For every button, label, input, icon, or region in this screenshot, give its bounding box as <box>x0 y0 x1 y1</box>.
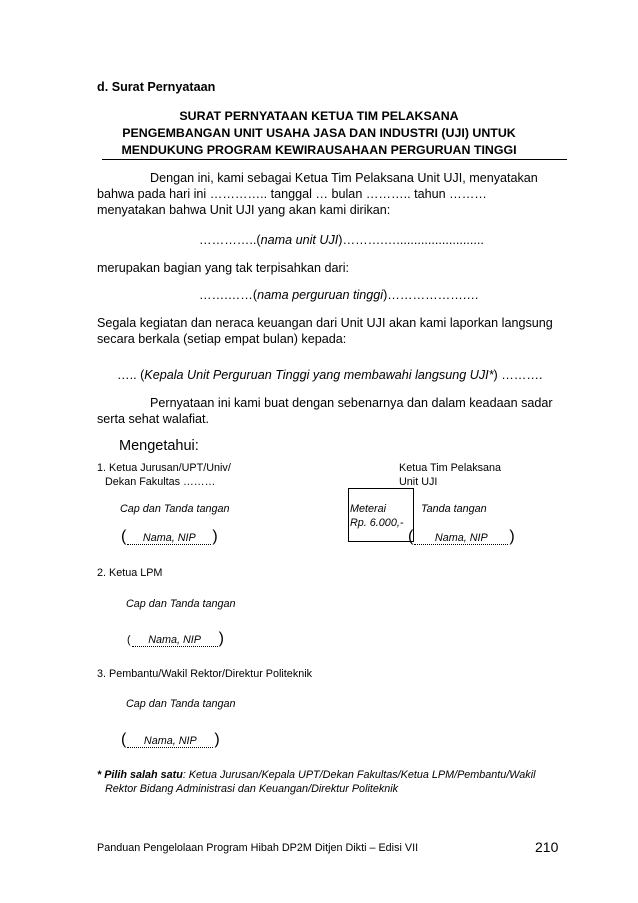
footnote-line2: Rektor Bidang Administrasi dan Keuangan/Direktur Politeknik <box>105 783 399 795</box>
signer1-title-line2: Dekan Fakultas ……… <box>105 476 216 488</box>
signer3-title: 3. Pembantu/Wakil Rektor/Direktur Politeknik <box>97 668 313 680</box>
signer2-name-field <box>127 630 224 648</box>
ketua-tim-open-paren: ( <box>408 528 414 545</box>
paragraph2: merupakan bagian yang tak terpisahkan dari: <box>97 261 350 275</box>
paragraph1-line2: bahwa pada hari ini ………….. tanggal … bulan ……….. tahun ……… <box>97 187 487 201</box>
footnote-lead: * Pilih salah satu <box>97 769 183 781</box>
unit-uji-placeholder <box>199 233 484 247</box>
ketua-tim-tanda-tangan: Tanda tangan <box>421 503 487 515</box>
title-line-1: SURAT PERNYATAAN KETUA TIM PELAKSANA <box>179 109 459 123</box>
signer2-close-paren: ) <box>218 630 224 647</box>
signer1-name: Nama, NIP <box>127 532 211 545</box>
signer3-cap: Cap dan Tanda tangan <box>126 698 236 710</box>
page-number: 210 <box>535 839 559 855</box>
head-dots-after: ) ………. <box>493 368 543 382</box>
signer3-name: Nama, NIP <box>127 735 213 748</box>
signer1-name-field <box>121 528 218 546</box>
head-dots-before: ….. ( <box>117 368 145 382</box>
title-line-3: MENDUKUNG PROGRAM KEWIRAUSAHAAN PERGURUAN TINGGI <box>121 143 517 157</box>
footer-text: Panduan Pengelolaan Program Hibah DP2M Ditjen Dikti – Edisi VII <box>97 842 419 854</box>
ketua-tim-name-field <box>408 528 515 546</box>
signer3-open-paren: ( <box>121 731 127 748</box>
meterai-amount: Rp. 6.000,- <box>350 517 404 529</box>
signer2-title: 2. Ketua LPM <box>97 567 163 579</box>
ketua-tim-line2: Unit UJI <box>399 476 438 488</box>
footnote-line1 <box>97 769 536 781</box>
ketua-tim-close-paren: ) <box>509 528 515 545</box>
unit-dots-after: )……….…......................... <box>338 233 484 247</box>
signer1-open-paren: ( <box>121 528 127 545</box>
title-line-2: PENGEMBANGAN UNIT USAHA JASA DAN INDUSTRI (UJI) UNTUK <box>122 126 516 140</box>
signer3-close-paren: ) <box>214 731 220 748</box>
ketua-tim-line1: Ketua Tim Pelaksana <box>399 462 502 474</box>
ketua-tim-name: Nama, NIP <box>414 532 508 545</box>
signer1-close-paren: ) <box>212 528 218 545</box>
signer3-name-field <box>121 731 220 749</box>
unit-label: nama unit UJI <box>260 233 339 247</box>
paragraph1-line3: menyatakan bahwa Unit UJI yang akan kami dirikan: <box>97 203 391 217</box>
signer2-cap: Cap dan Tanda tangan <box>126 598 236 610</box>
footnote-rest: : Ketua Jurusan/Kepala UPT/Dekan Fakultas/Ketua LPM/Pembantu/Wakil <box>182 769 536 781</box>
perguruan-tinggi-placeholder <box>199 288 479 302</box>
signer2-name: Nama, NIP <box>132 634 218 647</box>
paragraph4-line1: Pernyataan ini kami buat dengan sebenarnya dan dalam keadaan sadar <box>150 396 553 410</box>
paragraph1-line1: Dengan ini, kami sebagai Ketua Tim Pelaksana Unit UJI, menyatakan <box>150 171 538 185</box>
pt-label: nama perguruan tinggi <box>257 288 384 302</box>
signer1-cap: Cap dan Tanda tangan <box>120 503 230 515</box>
title-underline <box>102 159 567 160</box>
meterai-box <box>348 488 414 542</box>
unit-dots-before: …………..( <box>199 233 261 247</box>
paragraph4-line2: serta sehat walafiat. <box>97 412 210 426</box>
pt-dots-after: )……………….… <box>383 288 479 302</box>
meterai-label: Meterai <box>350 503 387 515</box>
section-heading: d. Surat Pernyataan <box>97 80 216 94</box>
paragraph3-line2: secara berkala (setiap empat bulan) kepada: <box>97 332 347 346</box>
paragraph3-line1: Segala kegiatan dan neraca keuangan dari Unit UJI akan kami laporkan langsung <box>97 316 553 330</box>
pt-dots-before: …….……( <box>199 288 258 302</box>
head-label: Kepala Unit Perguruan Tinggi yang membawahi langsung UJI* <box>144 368 494 382</box>
signer1-title-line1: 1. Ketua Jurusan/UPT/Univ/ <box>97 462 231 474</box>
kepala-unit-placeholder <box>117 368 543 382</box>
mengetahui-label: Mengetahui: <box>119 438 199 454</box>
signer2-open-paren: ( <box>127 634 131 646</box>
